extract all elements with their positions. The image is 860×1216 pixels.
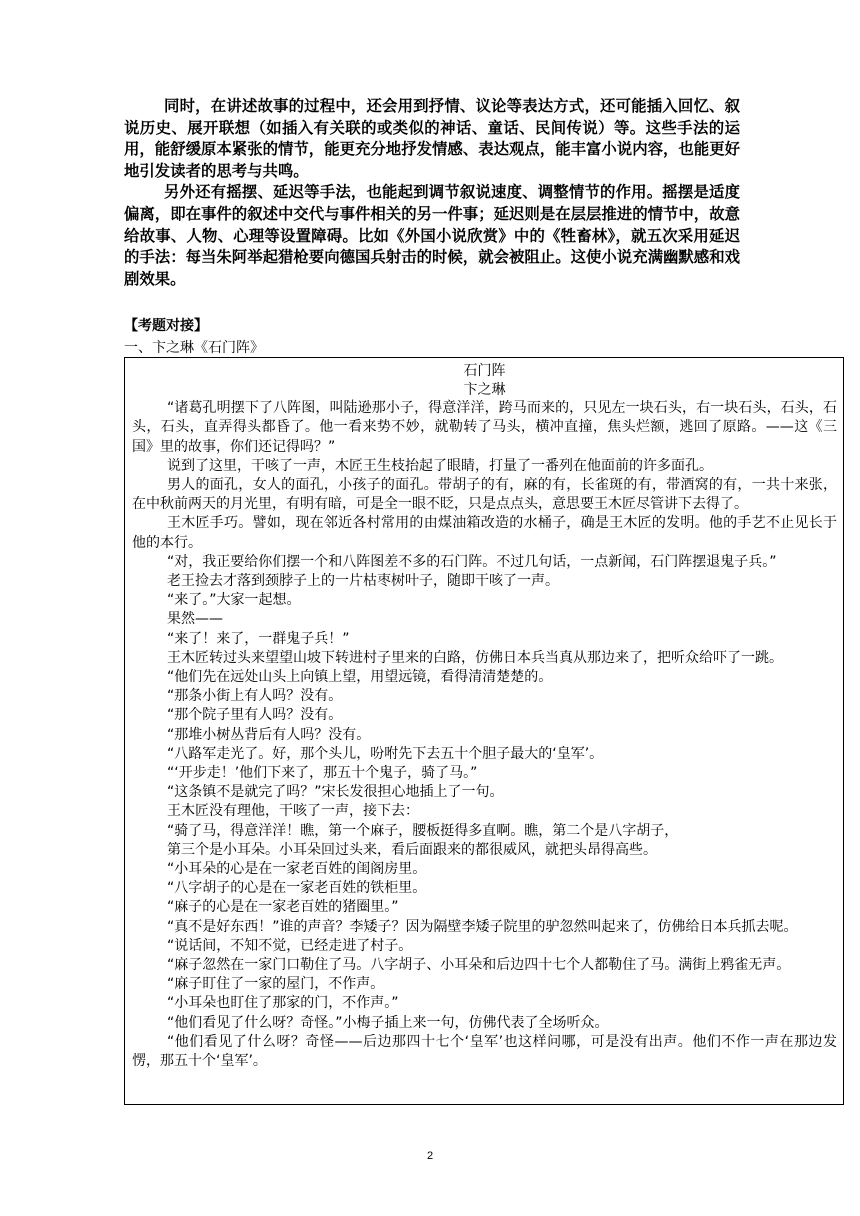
story-paragraph: 说到了这里，干咳了一声，木匠王生枝抬起了眼睛，打量了一番列在他面前的许多面孔。	[167, 457, 713, 474]
story-paragraph: 果然——	[167, 611, 223, 628]
story-paragraph: “小耳朵也盯住了那家的门，不作声。”	[167, 995, 399, 1012]
story-paragraph: “他们先在远处山头上向镇上望，用望远镜，看得清清楚楚的。	[167, 669, 553, 686]
story-paragraph: “八字胡子的心是在一家老百姓的铁柜里。	[167, 880, 427, 897]
intro-paragraph: 同时，在讲述故事的过程中，还会用到抒情、议论等表达方式，还可能插入回忆、叙说历史、展开联想（如插入有关联的或类似的神话、童话、民间传说）等。这些手法的运用，能舒缓原本紧张的情节，能更充分地抒发情感、表达观点，能丰富小说内容，也能更好地引发读者的思考与共鸣。	[124, 97, 740, 180]
story-paragraph: “对，我正要给你们摆一个和八阵图差不多的石门阵。不过几句话，一点新闻，石门阵摆退鬼子兵。”	[167, 553, 777, 570]
story-paragraph: “诸葛孔明摆下了八阵图，叫陆逊那小子，得意洋洋，跨马而来的，只见左一块石头，右一块石头，石头，石头，石头，直弄得头都昏了。他一看来势不妙，就勒转了马头，横冲直撞，焦头烂额，逃回了原路。——这《三国》里的故事，你们还记得吗？”	[132, 400, 837, 455]
story-paragraph: 老王捡去才落到颈脖子上的一片枯枣树叶子，随即干咳了一声。	[167, 573, 559, 590]
story-body	[132, 399, 837, 1071]
story-paragraph: “来了。”大家一起想。	[167, 592, 301, 609]
story-paragraph: “骑了马，得意洋洋！瞧，第一个麻子，腰板挺得多直啊。瞧，第二个是八字胡子，	[167, 822, 679, 839]
story-paragraph: “说话间，不知不觉，已经走进了村子。	[167, 937, 413, 954]
story-paragraph: “那条小街上有人吗？没有。	[167, 688, 343, 705]
story-paragraph: “他们看见了什么呀？奇怪——后边那四十七个‘皇军’也这样问哪，可是没有出声。他们不作一声在那边发愣，那五十个‘皇军’。	[132, 1033, 837, 1070]
intro-paragraph: 另外还有摇摆、延迟等手法，也能起到调节叙说速度、调整情节的作用。摇摆是适度偏离，即在事件的叙述中交代与事件相关的另一件事；延迟则是在层层推进的情节中，故意给故事、人物、心理等设置障碍。比如《外国小说欣赏》中的《牲畜林》，就五次采用延迟的手法：每当朱阿举起猎枪要向德国兵射击的时候，就会被阻止。这使小说充满幽默感和戏剧效果。	[124, 183, 740, 288]
section-title: 【考题对接】	[124, 318, 208, 334]
story-paragraph: “麻子的心是在一家老百姓的猪圈里。”	[167, 899, 399, 916]
story-paragraph: “那堆小树丛背后有人吗？没有。	[167, 726, 371, 743]
page-number: 2	[426, 1150, 434, 1162]
story-paragraph: “‘开步走！’他们下来了，那五十个鬼子，骑了马。”	[167, 765, 478, 782]
story-paragraph: “麻子忽然在一家门口勒住了马。八字胡子、小耳朵和后边四十七个人都勒住了马。满街上鸦雀无声。	[167, 957, 791, 974]
story-paragraph: 王木匠没有理他，干咳了一声，接下去：	[167, 803, 419, 820]
story-paragraph: “这条镇不是就完了吗？”宋长发很担心地插上了一句。	[167, 784, 504, 801]
story-paragraph: “他们看见了什么呀？奇怪。”小梅子插上来一句，仿佛代表了全场听众。	[167, 1014, 609, 1031]
story-paragraph: “来了！来了，一群鬼子兵！”	[167, 630, 350, 647]
story-paragraph: 王木匠手巧。譬如，现在邻近各村常用的由煤油箱改造的水桶子，确是王木匠的发明。他的手艺不止见长于他的本行。	[132, 515, 837, 551]
story-paragraph: “麻子盯住了一家的屋门，不作声。	[167, 976, 385, 993]
story-paragraph: 男人的面孔，女人的面孔，小孩子的面孔。带胡子的有，麻的有，长雀斑的有，带酒窝的有，一共十来张，在中秋前两天的月光里，有明有暗，可是全一眼不眨，只是点点头，意思要王木匠尽管讲下去得了。	[132, 477, 837, 513]
story-paragraph: “小耳朵的心是在一家老百姓的闺阁房里。	[167, 861, 427, 878]
subsection-title: 一、卞之琳《石门阵》	[124, 340, 264, 356]
intro-text	[124, 96, 740, 290]
story-author: 卞之琳	[463, 381, 506, 398]
story-box	[124, 357, 844, 1105]
story-paragraph: 王木匠转过头来望望山坡下转进村子里来的白路，仿佛日本兵当真从那边来了，把听众给吓了一跳。	[167, 649, 783, 666]
story-paragraph: “八路军走光了。好，那个头儿，吩咐先下去五十个胆子最大的‘皇军’。	[167, 745, 604, 762]
story-title: 石门阵	[463, 363, 506, 379]
story-paragraph: “那个院子里有人吗？没有。	[167, 707, 343, 724]
story-paragraph: 第三个是小耳朵。小耳朵回过头来，看后面跟来的都很威风，就把头昂得高些。	[167, 841, 657, 858]
story-paragraph: “真不是好东西！”谁的声音？李矮子？因为隔壁李矮子院里的驴忽然叫起来了，仿佛给日本兵抓去呢。	[167, 918, 798, 935]
